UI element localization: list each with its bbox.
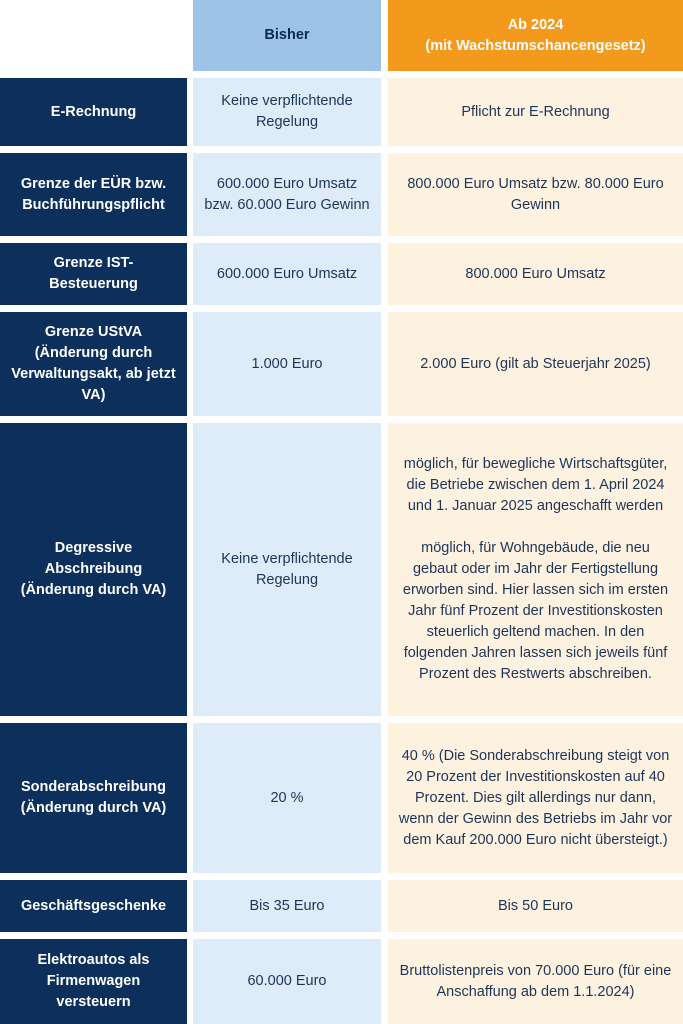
row-neu: Bis 50 Euro xyxy=(388,880,683,932)
row-neu xyxy=(388,423,683,716)
row-bisher: 1.000 Euro xyxy=(193,312,381,416)
row-bisher: Keine verpflichtende Regelung xyxy=(193,78,381,146)
row-neu-paragraph-2: möglich, für Wohngebäude, die neu gebaut oder im Jahr der Fertigstellung erworben sind. Hier lassen sich im ersten Jahr fünf Prozent der Investitionskosten steuerlich geltend machen. In den folgenden Jahren lassen sich jeweils fünf Prozent des Restwerts abschreiben. xyxy=(402,540,669,682)
row-neu: 800.000 Euro Umsatz xyxy=(388,243,683,305)
table-row xyxy=(0,939,683,1024)
row-label: Degressive Abschreibung (Änderung durch VA) xyxy=(0,423,187,716)
header-ab-2024 xyxy=(388,0,683,71)
header-bisher: Bisher xyxy=(193,0,381,71)
table-row xyxy=(0,880,683,932)
row-neu: 40 % (Die Sonderabschreibung steigt von 20 Prozent der Investitionskosten auf 40 Prozent. Dies gilt allerdings nur dann, wenn der Gewinn des Betriebs im Jahr vor dem Kauf 200.000 Euro nicht übersteigt.) xyxy=(388,723,683,873)
row-label: Geschäftsgeschenke xyxy=(0,880,187,932)
table-row xyxy=(0,243,683,305)
table-row xyxy=(0,423,683,716)
table-row xyxy=(0,153,683,236)
row-label: Elektroautos als Firmenwagen versteuern xyxy=(0,939,187,1024)
table-row xyxy=(0,78,683,146)
row-bisher: Bis 35 Euro xyxy=(193,880,381,932)
row-neu: Pflicht zur E-Rechnung xyxy=(388,78,683,146)
row-bisher: 60.000 Euro xyxy=(193,939,381,1024)
row-neu: Bruttolistenpreis von 70.000 Euro (für eine Anschaffung ab dem 1.1.2024) xyxy=(388,939,683,1024)
row-bisher: 600.000 Euro Umsatz bzw. 60.000 Euro Gewinn xyxy=(193,153,381,236)
header-empty-cell xyxy=(0,0,187,71)
row-label: Grenze UStVA (Änderung durch Verwaltungsakt, ab jetzt VA) xyxy=(0,312,187,416)
row-label: Grenze IST-Besteuerung xyxy=(0,243,187,305)
table-row xyxy=(0,312,683,416)
row-neu: 800.000 Euro Umsatz bzw. 80.000 Euro Gewinn xyxy=(388,153,683,236)
row-label: Grenze der EÜR bzw. Buchführungspflicht xyxy=(0,153,187,236)
row-bisher: 600.000 Euro Umsatz xyxy=(193,243,381,305)
header-ab-2024-title: Ab 2024 xyxy=(507,16,564,33)
row-label: E-Rechnung xyxy=(0,78,187,146)
row-bisher: 20 % xyxy=(193,723,381,873)
row-neu-paragraph-1: möglich, für bewegliche Wirtschaftsgüter, die Betriebe zwischen dem 1. April 2024 und 1. Januar 2025 angeschafft werden xyxy=(403,456,668,514)
row-bisher: Keine verpflichtende Regelung xyxy=(193,423,381,716)
row-neu: 2.000 Euro (gilt ab Steuerjahr 2025) xyxy=(388,312,683,416)
table-row xyxy=(0,723,683,873)
table-header-row xyxy=(0,0,683,71)
row-label: Sonderabschreibung (Änderung durch VA) xyxy=(0,723,187,873)
header-ab-2024-subtitle: (mit Wachstumschancengesetz) xyxy=(425,37,646,54)
